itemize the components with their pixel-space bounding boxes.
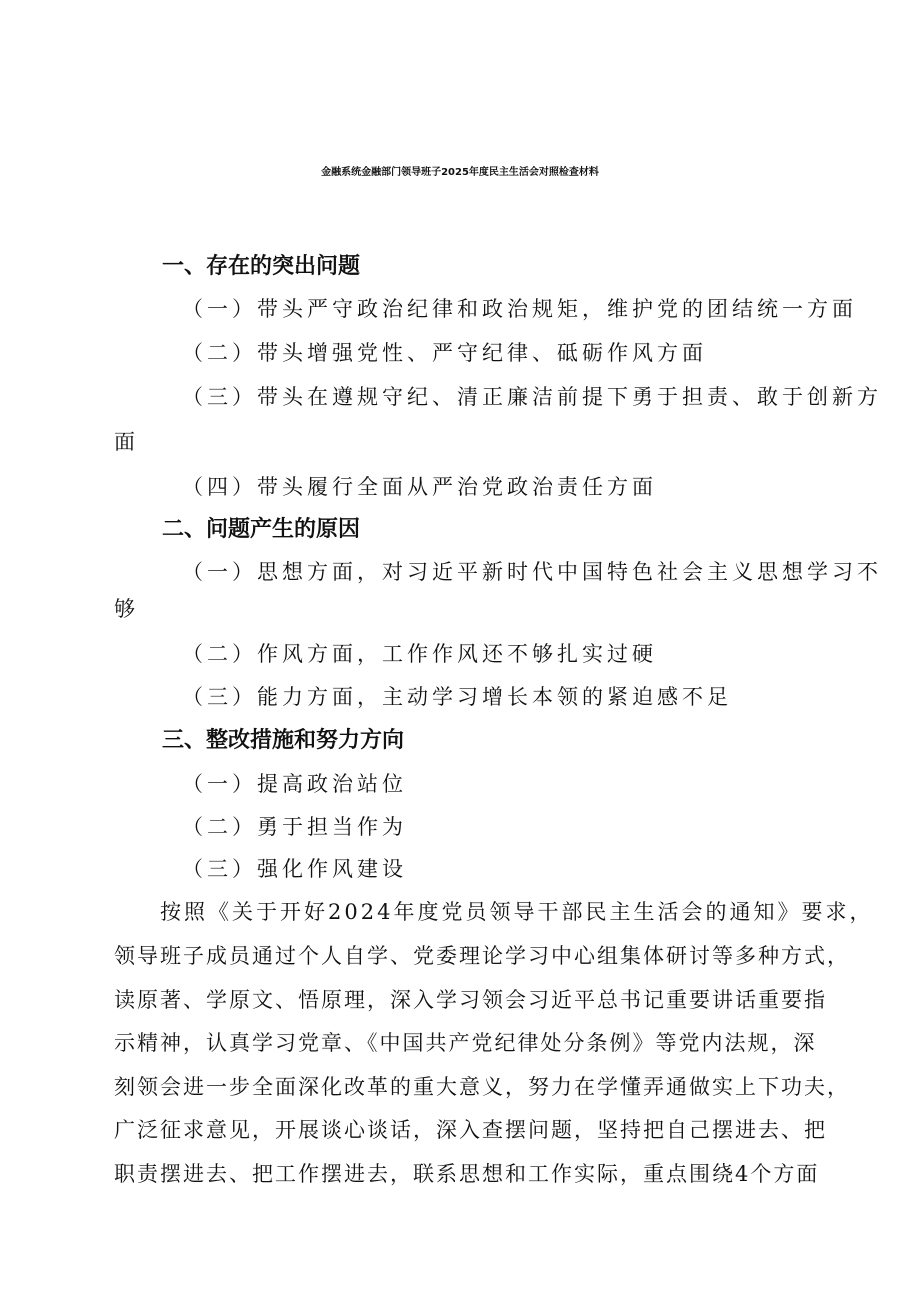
section-heading-2: 二、问题产生的原因 [162, 517, 361, 542]
section-1-item-1: （一）带头严守政治纪律和政治规矩，维护党的团结统一方面 [182, 297, 857, 321]
body-line-3: 读原著、学原文、悟原理，深入学习领会习近平总书记重要讲话重要指 [114, 988, 827, 1012]
document-title: 金融系统金融部门领导班子2025年度民主生活会对照检查材料 [321, 167, 599, 178]
section-1-item-3-continuation: 面 [114, 430, 135, 454]
section-3-item-3: （三）强化作风建设 [182, 857, 407, 881]
section-3-item-2: （二）勇于担当作为 [182, 815, 407, 839]
body-line-4: 示精神，认真学习党章、《中国共产党纪律处分条例》等党内法规，深 [114, 1031, 817, 1055]
section-3-item-1: （一）提高政治站位 [182, 772, 407, 796]
section-2-item-1-continuation: 够 [114, 597, 135, 621]
body-line-5: 刻领会进一步全面深化改革的重大意义，努力在学懂弄通做实上下功夫， [114, 1075, 850, 1099]
section-heading-3: 三、整改措施和努力方向 [162, 728, 405, 753]
section-1-item-4: （四）带头履行全面从严治党政治责任方面 [182, 475, 657, 499]
section-2-item-1: （一）思想方面，对习近平新时代中国特色社会主义思想学习不 [182, 560, 882, 584]
body-line-6: 广泛征求意见，开展谈心谈话，深入查摆问题，坚持把自己摆进去、把 [114, 1118, 827, 1142]
body-line-7: 职责摆进去、把工作摆进去，联系思想和工作实际，重点围绕4个方面 [114, 1162, 820, 1186]
body-line-2: 领导班子成员通过个人自学、党委理论学习中心组集体研讨等多种方式， [114, 944, 850, 968]
section-heading-1: 一、存在的突出问题 [162, 254, 361, 279]
section-2-item-2: （二）作风方面，工作作风还不够扎实过硬 [182, 642, 657, 666]
section-1-item-2: （二）带头增强党性、严守纪律、砥砺作风方面 [182, 341, 707, 365]
section-1-item-3: （三）带头在遵规守纪、清正廉洁前提下勇于担责、敢于创新方 [182, 385, 882, 409]
section-2-item-3: （三）能力方面，主动学习增长本领的紧迫感不足 [182, 685, 732, 709]
body-line-1: 按照《关于开好2024年度党员领导干部民主生活会的通知》要求， [160, 900, 874, 924]
